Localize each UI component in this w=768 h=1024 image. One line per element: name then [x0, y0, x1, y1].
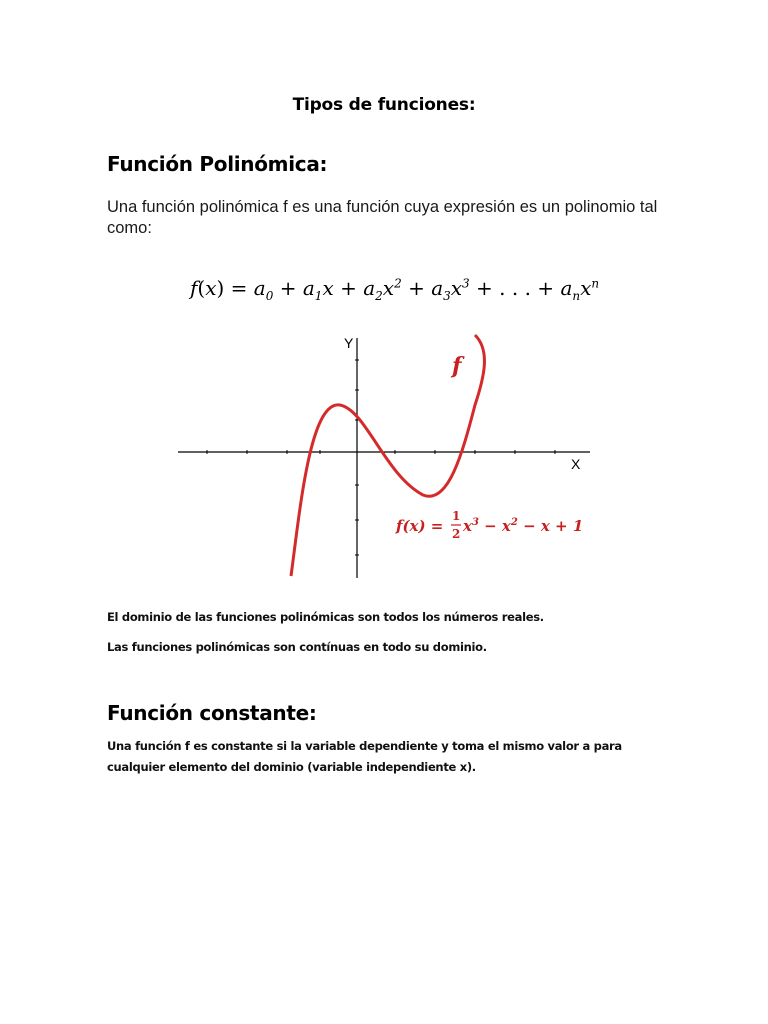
constante-paragraph: Una función f es constante si la variable dependiente y toma el mismo valor a para cualquier elemento del dominio (variable independiente x).	[107, 739, 622, 774]
curve-equation	[395, 509, 583, 541]
svg-text:x3 − x2 − x + 1: $x^3 - x^2 - x + 1$	[463, 517, 584, 535]
formula-lhs: f(x) =	[190, 276, 248, 300]
formula-term-a1x: $a_1x$	[302, 276, 334, 303]
page-title: Tipos de funciones:	[292, 95, 476, 115]
polynomial-formula: $f(x) = a_0 + a_1x + a_2x^2 + a_3x^3$ + . . . + $a_nx^n$	[190, 276, 600, 303]
svg-text:f(x) =: f(x) =	[396, 517, 444, 535]
formula-term-a2x2: $a_2x^2$	[363, 276, 402, 303]
formula-term-a3x3: $a_3x^3$	[431, 276, 470, 303]
section-heading-constante: Función constante:	[107, 701, 317, 725]
polynomial-graph	[170, 330, 600, 585]
formula-term-anxn: $a_nx^n$	[560, 276, 600, 303]
x-axis-label: X	[571, 456, 581, 472]
note-continuity: Las funciones polinómicas son contínuas en todo su dominio.	[107, 640, 487, 654]
note-domain: El dominio de las funciones polinómicas son todos los números reales.	[107, 610, 544, 624]
curve-label: f	[452, 353, 462, 379]
svg-text:1: 1	[452, 509, 461, 523]
section-heading-polinomica: Función Polinómica:	[107, 152, 328, 176]
formula-term-a0: $a_0$	[253, 276, 274, 303]
y-axis-label: Y	[344, 335, 354, 351]
intro-paragraph: Una función polinómica f es una función cuya expresión es un polinomio tal como:	[107, 198, 658, 237]
svg-text:2: 2	[452, 527, 461, 541]
